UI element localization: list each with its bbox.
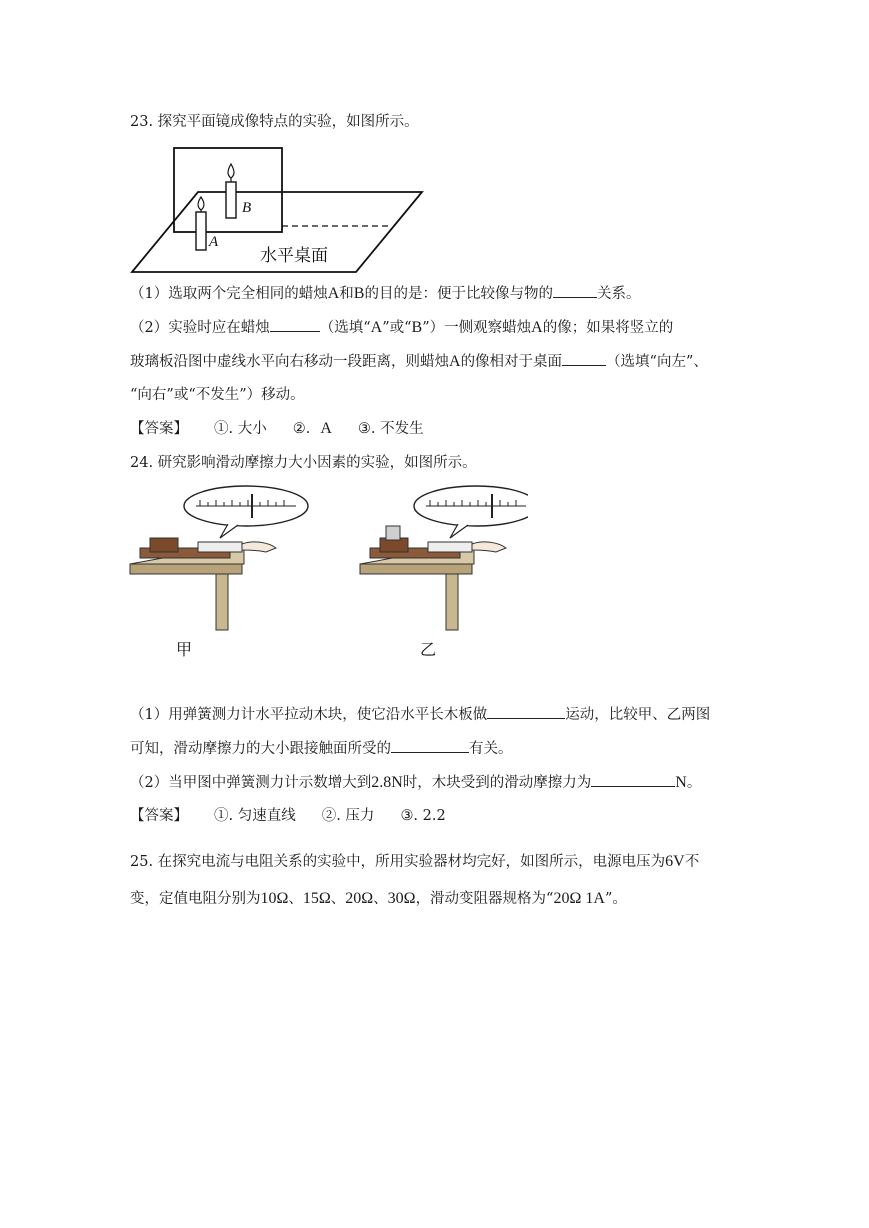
q23-part2-line1: （2）实验时应在蜡烛 （选填“A”或“B”）一侧观察蜡烛A的像；如果将竖立的 <box>130 319 674 336</box>
label-b: B <box>242 200 252 216</box>
q24-answer: 【答案】 ①. 匀速直线 ②. 压力 ③. 2.2 <box>130 808 446 824</box>
q23-answer: 【答案】 ①. 大小 ②. A ③. 不发生 <box>130 420 424 437</box>
answer-blank[interactable] <box>270 317 320 332</box>
q23-part2-line2: 玻璃板沿图中虚线水平向右移动一段距离，则蜡烛A的像相对于桌面 （选填“向左”、 <box>130 353 708 370</box>
q24-part1-line2: 可知，滑动摩擦力的大小跟接触面所受的 有关。 <box>130 738 513 759</box>
figure-label-jia: 甲 <box>176 640 193 659</box>
answer-blank[interactable] <box>553 283 597 298</box>
setup-jia <box>130 486 308 630</box>
q24-part1-line1: （1）用弹簧测力计水平拉动木块，使它沿水平长木板做 运动，比较甲、乙两图 <box>130 704 710 725</box>
q25-line1: 25. 在探究电流与电阻关系的实验中，所用实验器材均完好，如图所示，电源电压为6V不 <box>130 853 700 870</box>
setup-yi <box>360 486 528 630</box>
mirror-experiment-figure <box>130 140 430 280</box>
q24-part2: （2）当甲图中弹簧测力计示数增大到2.8N时，木块受到的滑动摩擦力为 N。 <box>130 774 702 791</box>
q23-title: 23. 探究平面镜成像特点的实验，如图所示。 <box>130 114 419 130</box>
surface-label: 水平桌面 <box>260 246 328 266</box>
answer-blank[interactable] <box>391 738 469 753</box>
q25-line2: 变，定值电阻分别为10Ω、15Ω、20Ω、30Ω，滑动变阻器规格为“20Ω 1A”。 <box>130 890 627 907</box>
label-a: A <box>209 234 219 250</box>
answer-blank[interactable] <box>562 351 606 366</box>
friction-experiment-figure <box>128 482 528 662</box>
q23-part2-line3: “向右”或“不发生”）移动。 <box>130 387 305 403</box>
q23-part1: （1）选取两个完全相同的蜡烛A和B的目的是：便于比较像与物的 关系。 <box>130 285 641 302</box>
q24-title: 24. 研究影响滑动摩擦力大小因素的实验，如图所示。 <box>130 455 477 471</box>
figure-label-yi: 乙 <box>420 640 437 659</box>
answer-blank[interactable] <box>487 704 565 719</box>
answer-blank[interactable] <box>591 772 675 787</box>
